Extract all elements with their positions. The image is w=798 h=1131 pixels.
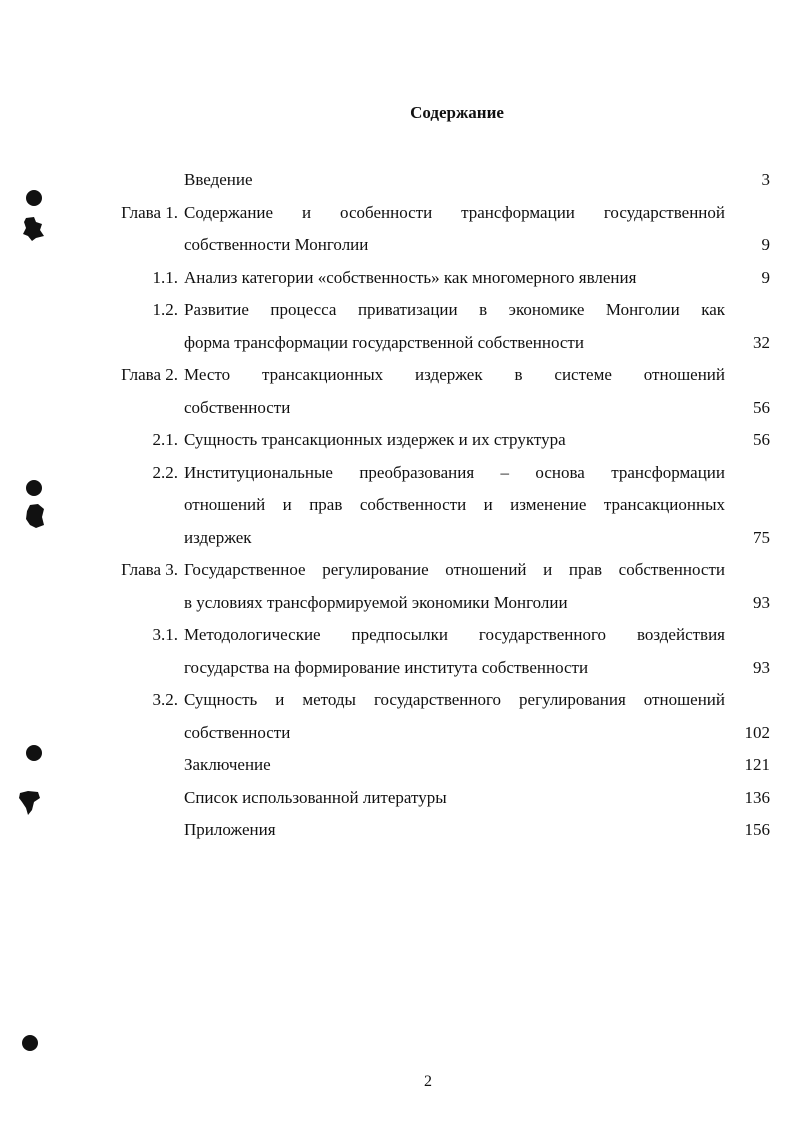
- toc-entry-title-line: отношений и прав собственности и изменение трансакционных: [184, 495, 725, 514]
- toc-entry-title-line: Сущность и методы государственного регулирования отношений: [184, 690, 725, 709]
- binder-hole: [26, 745, 42, 761]
- toc-entry-number: Глава 2.: [121, 365, 178, 384]
- toc-entry-title-line: Место трансакционных издержек в системе отношений: [184, 365, 725, 384]
- toc-entry-title-line: собственности: [184, 397, 291, 417]
- toc-entry-number: 2.1.: [152, 430, 178, 449]
- toc-entry-title-line: Анализ категории «собственность» как многомерного явления: [184, 267, 637, 287]
- binder-hole: [26, 190, 42, 206]
- ink-blot: [18, 790, 42, 816]
- toc-entry-number: 3.2.: [152, 690, 178, 709]
- toc-entry-page: 3: [761, 170, 770, 189]
- ink-blot: [22, 216, 46, 242]
- toc-entry-number: Глава 1.: [121, 202, 178, 222]
- toc-entry-title-line: Методологические предпосылки государственного воздействия: [184, 625, 725, 644]
- toc-entry-number: 1.1.: [152, 267, 178, 287]
- toc-entry-title-line: форма трансформации государственной собственности: [184, 332, 584, 352]
- toc-entry-page: 121: [744, 755, 770, 774]
- toc-entry-title-line: Приложения: [184, 820, 276, 839]
- toc-entry-title-line: издержек: [184, 527, 252, 547]
- toc-entry-number: 1.2.: [152, 300, 178, 319]
- toc-entry-title-line: Введение: [184, 170, 253, 189]
- toc-entry-page: 9: [761, 235, 770, 254]
- toc-entry-page: 93: [753, 592, 770, 612]
- toc-entry-title-line: Список использованной литературы: [184, 787, 447, 807]
- toc-entry-page: 75: [753, 527, 770, 547]
- page-title: Содержание: [410, 103, 504, 122]
- binder-hole: [26, 480, 42, 496]
- page-number: 2: [424, 1073, 432, 1090]
- toc-entry-title-line: Содержание и особенности трансформации государственной: [184, 202, 725, 222]
- ink-blot: [24, 503, 46, 529]
- toc-entry-page: 9: [761, 267, 770, 287]
- toc-entry-page: 56: [753, 430, 770, 449]
- toc-entry-page: 56: [753, 397, 770, 417]
- toc-entry-page: 93: [753, 657, 770, 677]
- toc-entry-title-line: собственности: [184, 722, 291, 742]
- toc-entry-title-line: Развитие процесса приватизации в экономике Монголии как: [184, 300, 725, 319]
- toc-entry-title-line: Заключение: [184, 755, 271, 774]
- toc-entry-page: 32: [753, 332, 770, 352]
- toc-entry-page: 136: [744, 787, 770, 807]
- toc-entry-title-line: Государственное регулирование отношений и прав собственности: [184, 560, 725, 579]
- toc-entry-title-line: государства на формирование института собственности: [184, 657, 589, 677]
- toc-entry-page: 156: [744, 820, 770, 839]
- toc-entry-title-line: собственности Монголии: [184, 235, 369, 254]
- toc-entry-title-line: Институциональные преобразования – основа трансформации: [184, 462, 725, 482]
- toc-entry-number: 2.2.: [152, 462, 178, 482]
- toc-entry-title-line: Сущность трансакционных издержек и их структура: [184, 430, 566, 449]
- toc-entry-page: 102: [744, 722, 770, 742]
- toc-entry-number: Глава 3.: [121, 560, 178, 579]
- toc-entry-number: 3.1.: [152, 625, 178, 644]
- binder-hole: [22, 1035, 38, 1051]
- toc-entry-title-line: в условиях трансформируемой экономики Монголии: [184, 592, 568, 612]
